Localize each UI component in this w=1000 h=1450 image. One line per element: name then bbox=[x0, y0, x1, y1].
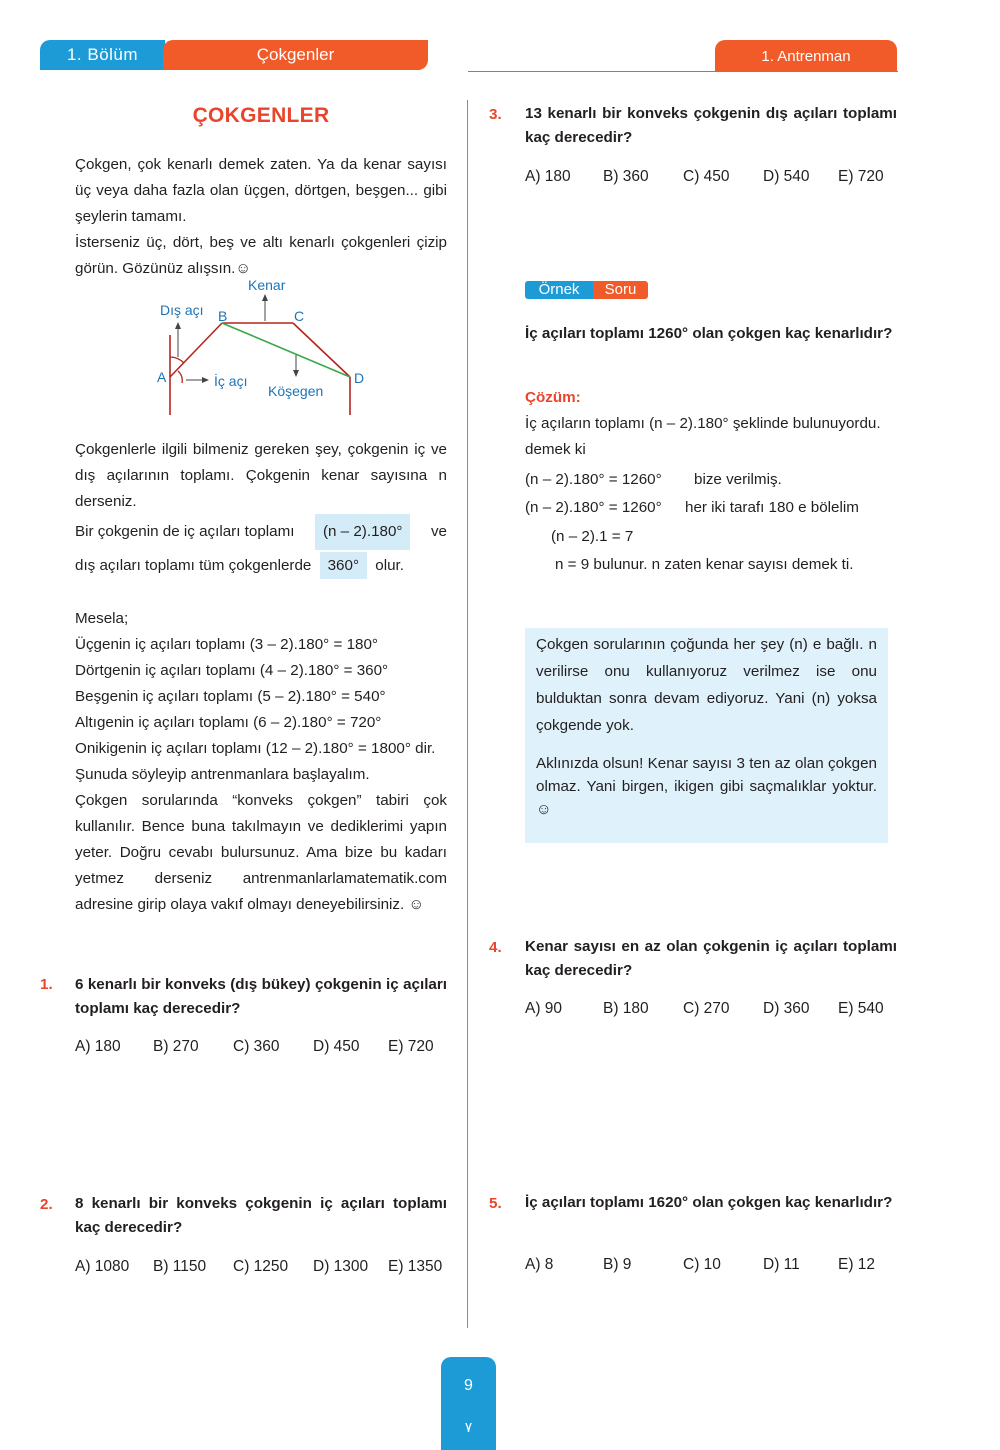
solution-line-1: İç açıların toplamı (n – 2).180° şeklinde bulunuyordu. bbox=[525, 415, 881, 432]
solution-line-2: demek ki bbox=[525, 441, 586, 458]
solution-line-3b: bize verilmiş. bbox=[694, 471, 782, 488]
q4-option-a[interactable]: A) 90 bbox=[525, 1000, 563, 1017]
example-line-2: Dörtgenin iç açıları toplamı (4 – 2).180° = 360° bbox=[75, 662, 389, 679]
polygon-diagram bbox=[150, 275, 390, 420]
formula-outer-text: dış açıları toplamı tüm çokgenlerde bbox=[75, 557, 312, 574]
vertex-c: C bbox=[294, 308, 305, 324]
solution-line-3a: (n – 2).180° = 1260° bbox=[525, 471, 662, 488]
formula-outer-highlight: 360° bbox=[320, 552, 367, 579]
q3-option-b[interactable]: B) 360 bbox=[603, 168, 649, 185]
q2-option-b[interactable]: B) 1150 bbox=[153, 1258, 207, 1275]
diagonal-label: Köşegen bbox=[268, 383, 324, 399]
intro-paragraph-3: Çokgenlerle ilgili bilmeniz gereken şey, çokgenin iç ve dış açılarının toplamı. Çokgenin kenar sayısına n derseniz. bbox=[75, 441, 447, 510]
formula-inner-text: Bir çokgenin de iç açıları toplamı bbox=[75, 523, 295, 540]
page-number: 9 bbox=[464, 1377, 473, 1394]
q5-option-e[interactable]: E) 12 bbox=[838, 1256, 876, 1273]
section-tab: 1. Bölüm bbox=[40, 40, 165, 70]
q2-option-c[interactable]: C) 1250 bbox=[233, 1258, 289, 1275]
q4-option-e[interactable]: E) 540 bbox=[838, 1000, 884, 1017]
question-tag: Soru bbox=[593, 281, 648, 299]
formula-inner-line bbox=[75, 514, 447, 550]
exterior-angle-label: Dış açı bbox=[160, 302, 204, 318]
solution-line-4a: (n – 2).180° = 1260° bbox=[525, 499, 662, 516]
example-tag: Örnek bbox=[525, 281, 593, 299]
page-number-tab bbox=[441, 1357, 496, 1450]
question-4-number: 4. bbox=[489, 939, 502, 956]
question-3-text: 13 kenarlı bir konveks çokgenin dış açıları toplamı kaç derecedir? bbox=[525, 105, 897, 146]
q3-option-a[interactable]: A) 180 bbox=[525, 168, 571, 185]
solution-line-6: n = 9 bulunur. n zaten kenar sayısı demek ti. bbox=[555, 556, 854, 573]
solution-label: Çözüm: bbox=[525, 389, 581, 406]
q2-option-a[interactable]: A) 1080 bbox=[75, 1258, 130, 1275]
example-line-1: Üçgenin iç açıları toplamı (3 – 2).180° = 180° bbox=[75, 636, 378, 653]
example-line-5: Onikigenin iç açıları toplamı (12 – 2).180° = 1800° dir. bbox=[75, 740, 436, 757]
q2-option-e[interactable]: E) 1350 bbox=[388, 1258, 443, 1275]
question-3-number: 3. bbox=[489, 106, 502, 123]
q5-option-d[interactable]: D) 11 bbox=[763, 1256, 800, 1273]
example-line-3: Beşgenin iç açıları toplamı (5 – 2).180° = 540° bbox=[75, 688, 386, 705]
solution-line-5: (n – 2).1 = 7 bbox=[551, 528, 634, 545]
formula-inner-highlight: (n – 2).180° bbox=[315, 514, 411, 550]
page-number-arabic: ٧ bbox=[464, 1419, 473, 1435]
info-paragraph-1: Çokgen sorularının çoğunda her şey (n) e bağlı. n verilirse onu kullanıyoruz verilmez ise onu bulduktan sonra devam ediyoruz. Yani (n) yoksa çokgende yok. bbox=[536, 636, 877, 734]
page-title: ÇOKGENLER bbox=[192, 104, 330, 127]
question-2-number: 2. bbox=[40, 1196, 53, 1213]
intro-paragraph-1: Çokgen, çok kenarlı demek zaten. Ya da kenar sayısı üç veya daha fazla olan üçgen, dörtgen, beşgen... gibi şeylerin tamamı. bbox=[75, 156, 447, 225]
question-4-text: Kenar sayısı en az olan çokgenin iç açıları toplamı kaç derecedir? bbox=[525, 938, 897, 979]
solution-line-4b: her iki tarafı 180 e bölelim bbox=[685, 499, 859, 516]
example-line-6: Şunuda söyleyip antrenmanlara başlayalım. bbox=[75, 766, 370, 783]
topic-tab: Çokgenler bbox=[163, 40, 428, 70]
q1-option-e[interactable]: E) 720 bbox=[388, 1038, 434, 1055]
vertex-d: D bbox=[354, 370, 365, 386]
question-5-number: 5. bbox=[489, 1195, 502, 1212]
q3-option-c[interactable]: C) 450 bbox=[683, 168, 730, 185]
q5-option-c[interactable]: C) 10 bbox=[683, 1256, 721, 1273]
training-tab: 1. Antrenman bbox=[715, 40, 897, 72]
q4-option-b[interactable]: B) 180 bbox=[603, 1000, 649, 1017]
question-1-text: 6 kenarlı bir konveks (dış bükey) çokgenin iç açıları toplamı kaç derecedir? bbox=[75, 976, 447, 1017]
q1-option-b[interactable]: B) 270 bbox=[153, 1038, 199, 1055]
q3-option-d[interactable]: D) 540 bbox=[763, 168, 810, 185]
q4-option-c[interactable]: C) 270 bbox=[683, 1000, 730, 1017]
formula-outer-line bbox=[75, 553, 404, 579]
vertex-a: A bbox=[157, 369, 167, 385]
interior-angle-label: İç açı bbox=[214, 373, 248, 389]
intro-paragraph-2: İsterseniz üç, dört, beş ve altı kenarlı çokgenleri çizip görün. Gözünüz alışsın.☺ bbox=[75, 234, 447, 277]
q5-option-a[interactable]: A) 8 bbox=[525, 1256, 554, 1273]
header-rule bbox=[468, 71, 898, 72]
q2-option-d[interactable]: D) 1300 bbox=[313, 1258, 369, 1275]
formula-inner-suffix: ve bbox=[430, 523, 447, 540]
vertex-b: B bbox=[218, 308, 228, 324]
formula-outer-suffix: olur. bbox=[375, 557, 404, 574]
info-box bbox=[525, 628, 888, 843]
column-divider bbox=[467, 100, 468, 1328]
question-1-number: 1. bbox=[40, 976, 53, 993]
q5-option-b[interactable]: B) 9 bbox=[603, 1256, 632, 1273]
q3-option-e[interactable]: E) 720 bbox=[838, 168, 884, 185]
example-question: İç açıları toplamı 1260° olan çokgen kaç kenarlıdır? bbox=[525, 325, 893, 342]
closing-paragraph: Çokgen sorularında “konveks çokgen” tabiri çok kullanılır. Bence buna takılmayın ve dediklerimi yapın yeter. Doğru cevabı bulursunuz. Ama bize bu kadarı yetmez derseniz antrenmanlarlamatematik.com adresine girip olaya vakıf olmayı deneyebilirsiniz. ☺ bbox=[75, 792, 447, 913]
q1-option-d[interactable]: D) 450 bbox=[313, 1038, 360, 1055]
example-line-4: Altıgenin iç açıları toplamı (6 – 2).180° = 720° bbox=[75, 714, 382, 731]
question-2-text: 8 kenarlı bir konveks çokgenin iç açıları toplamı kaç derecedir? bbox=[75, 1195, 447, 1236]
examples-heading: Mesela; bbox=[75, 610, 129, 627]
question-5-text: İç açıları toplamı 1620° olan çokgen kaç kenarlıdır? bbox=[525, 1194, 893, 1211]
q1-option-a[interactable]: A) 180 bbox=[75, 1038, 121, 1055]
q4-option-d[interactable]: D) 360 bbox=[763, 1000, 810, 1017]
info-paragraph-2: Aklınızda olsun! Kenar sayısı 3 ten az olan çokgen olmaz. Yani birgen, ikigen gibi saçmalıklar yoktur. ☺ bbox=[536, 755, 877, 818]
q1-option-c[interactable]: C) 360 bbox=[233, 1038, 280, 1055]
edge-label: Kenar bbox=[248, 277, 286, 293]
